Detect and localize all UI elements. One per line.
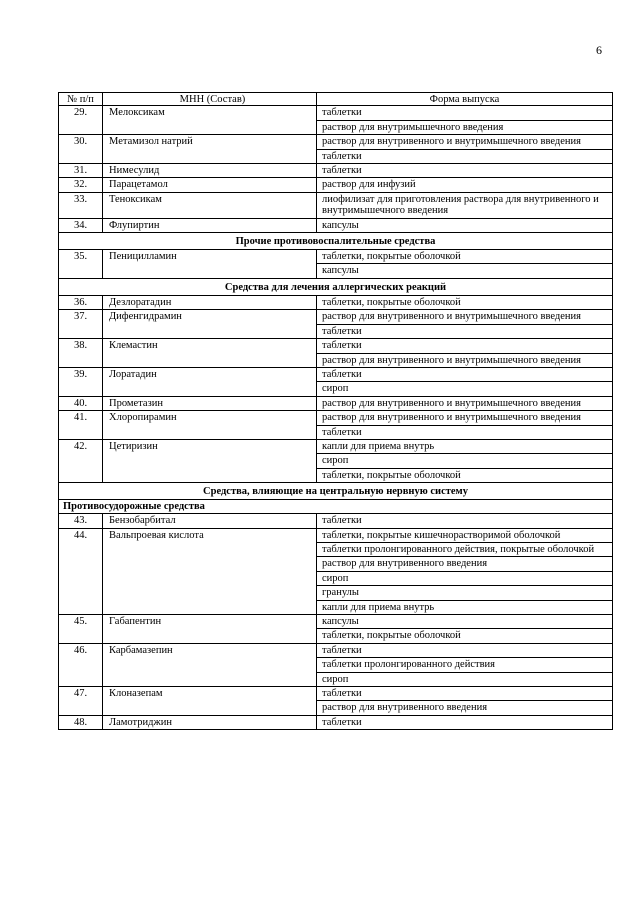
table-row (58, 440, 613, 483)
release-form: таблетки пролонгированного действия (317, 658, 612, 672)
subsection-title: Противосудорожные средства (63, 501, 205, 513)
drug-name: Теноксикам (103, 193, 317, 218)
table-row (58, 310, 613, 339)
drug-name: Вальпроевая кислота (103, 529, 317, 614)
table-row (58, 368, 613, 397)
row-number: 29. (59, 106, 103, 134)
row-number: 47. (59, 687, 103, 715)
release-form: таблетки, покрытые кишечнорастворимой оболочкой (317, 529, 612, 543)
row-number: 43. (59, 514, 103, 527)
release-forms (317, 514, 612, 527)
drug-name: Габапентин (103, 615, 317, 643)
drug-name: Ламотриджин (103, 716, 317, 729)
release-forms (317, 164, 612, 177)
release-forms (317, 397, 612, 410)
release-form: раствор для внутривенного введения (317, 557, 612, 571)
row-number: 35. (59, 250, 103, 278)
table-row (58, 339, 613, 368)
release-forms (317, 219, 612, 232)
drug-name: Цетиризин (103, 440, 317, 482)
row-number: 46. (59, 644, 103, 686)
release-form: раствор для инфузий (322, 179, 416, 191)
release-form: капли для приема внутрь (317, 440, 612, 454)
page-number: 6 (596, 43, 602, 57)
section-header (58, 233, 613, 250)
release-form: таблетки пролонгированного действия, покрытые оболочкой (317, 543, 612, 557)
drug-name: Клемастин (103, 339, 317, 367)
release-form: раствор для внутривенного введения (322, 702, 488, 714)
drug-name: Дифенгидрамин (103, 310, 317, 338)
release-form: таблетки (317, 106, 612, 120)
release-form: таблетки (317, 368, 612, 382)
section-title: Средства для лечения аллергических реакций (224, 281, 447, 293)
release-form: раствор для внутривенного и внутримышечного введения (322, 354, 581, 366)
drug-name: Метамизол натрий (103, 135, 317, 163)
release-form: таблетки, покрытые оболочкой (322, 469, 461, 481)
table-row (58, 397, 613, 411)
release-forms (317, 529, 612, 614)
header-num: № п/п (59, 93, 103, 105)
drug-name: Дезлоратадин (103, 296, 317, 309)
row-number: 33. (59, 193, 103, 218)
release-forms (317, 339, 612, 367)
drug-name: Лоратадин (103, 368, 317, 396)
release-form: раствор для внутривенного и внутримышечного введения (322, 397, 581, 409)
release-form: гранулы (317, 586, 612, 600)
release-form: сироп (322, 383, 349, 395)
release-form: сироп (322, 673, 349, 685)
table-row (58, 615, 613, 644)
row-number: 31. (59, 164, 103, 177)
table-row (58, 164, 613, 178)
release-forms (317, 193, 612, 218)
release-form: таблетки (322, 515, 362, 527)
release-form: капли для приема внутрь (322, 601, 435, 613)
release-form: сироп (317, 454, 612, 468)
release-form: капсулы (317, 615, 612, 629)
release-forms (317, 411, 612, 439)
row-number: 48. (59, 716, 103, 729)
release-form: сироп (317, 572, 612, 586)
subsection-header (58, 500, 613, 514)
table-row (58, 296, 613, 310)
release-form: таблетки (322, 716, 362, 728)
release-form: таблетки (317, 687, 612, 701)
release-forms (317, 644, 612, 686)
section-header (58, 483, 613, 500)
release-form: раствор для внутривенного и внутримышечного введения (317, 310, 612, 324)
release-forms (317, 310, 612, 338)
row-number: 42. (59, 440, 103, 482)
row-number: 37. (59, 310, 103, 338)
table-header (58, 92, 613, 106)
header-form: Форма выпуска (429, 94, 500, 105)
table-row (58, 529, 613, 615)
table-body (58, 106, 613, 730)
release-forms (317, 135, 612, 163)
release-form: лиофилизат для приготовления раствора для внутривенного и внутримышечного введения (322, 193, 599, 217)
release-forms (317, 615, 612, 643)
row-number: 36. (59, 296, 103, 309)
release-form: таблетки (322, 325, 362, 337)
drug-name: Пеницилламин (103, 250, 317, 278)
release-forms (317, 106, 612, 134)
release-form: раствор для внутривенного и внутримышечного введения (317, 135, 612, 149)
header-name: МНН (Состав) (103, 93, 317, 105)
row-number: 32. (59, 178, 103, 191)
table-row (58, 644, 613, 687)
drug-name: Клоназепам (103, 687, 317, 715)
drug-name: Прометазин (103, 397, 317, 410)
release-forms (317, 250, 612, 278)
row-number: 39. (59, 368, 103, 396)
row-number: 40. (59, 397, 103, 410)
release-forms (317, 716, 612, 729)
row-number: 38. (59, 339, 103, 367)
release-form: таблетки (322, 426, 362, 438)
release-forms (317, 687, 612, 715)
table-row (58, 193, 613, 219)
row-number: 41. (59, 411, 103, 439)
row-number: 30. (59, 135, 103, 163)
table-row (58, 135, 613, 164)
section-header (58, 279, 613, 296)
table-row (58, 716, 613, 730)
release-forms (317, 296, 612, 309)
release-form: таблетки (322, 165, 362, 177)
row-number: 44. (59, 529, 103, 614)
section-title: Средства, влияющие на центральную нервную систему (203, 486, 468, 498)
release-form: таблетки (322, 150, 362, 162)
row-number: 34. (59, 219, 103, 232)
table-row (58, 178, 613, 192)
drug-table (58, 92, 613, 730)
release-forms (317, 440, 612, 482)
table-row (58, 514, 613, 528)
release-form: капсулы (322, 265, 359, 277)
drug-name: Парацетамол (103, 178, 317, 191)
release-forms (317, 178, 612, 191)
drug-name: Карбамазепин (103, 644, 317, 686)
release-form: раствор для внутривенного и внутримышечного введения (317, 411, 612, 425)
drug-name: Хлоропирамин (103, 411, 317, 439)
table-row (58, 411, 613, 440)
drug-name: Нимесулид (103, 164, 317, 177)
release-form: таблетки (317, 339, 612, 353)
drug-name: Бензобарбитал (103, 514, 317, 527)
release-forms (317, 368, 612, 396)
table-row (58, 687, 613, 716)
drug-name: Мелоксикам (103, 106, 317, 134)
row-number: 45. (59, 615, 103, 643)
table-row (58, 250, 613, 279)
release-form: раствор для внутримышечного введения (322, 121, 504, 133)
release-form: капсулы (322, 219, 359, 231)
section-title: Прочие противовоспалительные средства (235, 236, 436, 248)
release-form: таблетки (317, 644, 612, 658)
table-row (58, 219, 613, 233)
release-form: таблетки, покрытые оболочкой (322, 296, 461, 308)
table-row (58, 106, 613, 135)
drug-name: Флупиртин (103, 219, 317, 232)
release-form: таблетки, покрытые оболочкой (317, 250, 612, 264)
release-form: таблетки, покрытые оболочкой (322, 630, 461, 642)
